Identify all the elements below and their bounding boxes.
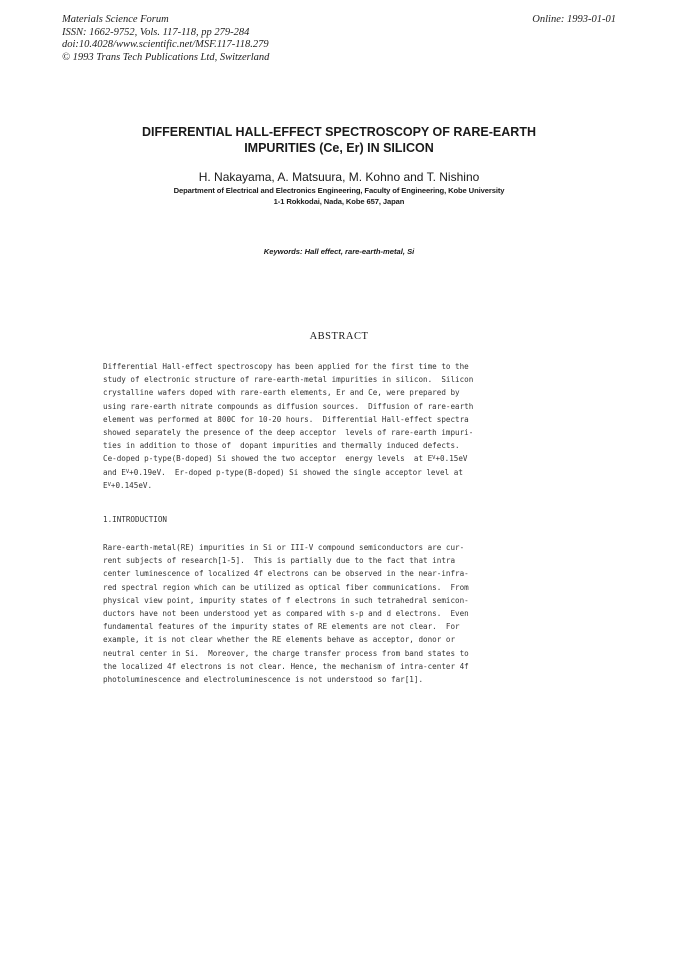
intro-line: fundamental features of the impurity states of RE elements are not clear. For [103, 622, 460, 632]
abstract-line-text: E [103, 480, 108, 490]
abstract-line: study of electronic structure of rare-earth-metal impurities in silicon. Silicon [103, 375, 474, 385]
introduction-body [103, 541, 537, 686]
journal-copyright: © 1993 Trans Tech Publications Ltd, Switzerland [62, 51, 270, 63]
abstract-line-text: Ce-doped p-type(B-doped) Si showed the two acceptor energy levels at E [103, 454, 433, 464]
keywords: Keywords: Hall effect, rare-earth-metal, Si [263, 247, 415, 256]
intro-line: photoluminescence and electroluminescence is not understood so far[1]. [103, 675, 424, 685]
abstract-line: crystalline wafers doped with rare-earth elements, Er and Ce, were prepared by [103, 388, 460, 398]
subscript: V [125, 468, 130, 475]
intro-line: neutral center in Si. Moreover, the charge transfer process from band states to [103, 648, 469, 658]
intro-line: the localized 4f electrons is not clear. Hence, the mechanism of intra-center 4f [103, 661, 469, 671]
affiliation [0, 185, 678, 207]
subscript: V [107, 481, 111, 488]
abstract-line-text: +0.15eV [435, 454, 468, 464]
abstract-line: element was performed at 800C for 10-20 hours. Differential Hall-effect spectra [103, 414, 469, 424]
subscript: V [432, 455, 436, 462]
intro-line: rent subjects of research[1-5]. This is partially due to the fact that intra [103, 556, 456, 566]
abstract-body [103, 360, 537, 492]
abstract-line: using rare-earth nitrate compounds as diffusion sources. Diffusion of rare-earth [103, 401, 474, 411]
abstract-line-text: +0.19eV. Er-doped p-type(B-doped) Si showed the single acceptor level at [129, 467, 463, 477]
abstract-line: Differential Hall-effect spectroscopy has been applied for the first time to the [103, 362, 469, 371]
journal-name: Materials Science Forum [62, 14, 169, 25]
intro-line: center luminescence of localized 4f electrons can be observed in the near-infra- [103, 569, 469, 579]
intro-line: ductors have not been understood yet as compared with s-p and d electrons. Even [103, 609, 469, 619]
paper-title-line-1: DIFFERENTIAL HALL-EFFECT SPECTROSCOPY OF RARE-EARTH [142, 125, 536, 139]
abstract-line: showed separately the presence of the deep acceptor levels of rare-earth impuri- [103, 428, 474, 438]
abstract-line-text: and E [103, 467, 126, 477]
abstract-line [103, 466, 537, 479]
intro-line: example, it is not clear whether the RE elements behave as acceptor, donor or [103, 635, 456, 645]
affiliation-line-1: Department of Electrical and Electronics Engineering, Faculty of Engineering, Kobe University [173, 186, 505, 195]
paper-title [0, 124, 678, 156]
paper-title-line-2: IMPURITIES (Ce, Er) IN SILICON [244, 141, 434, 155]
online-date: Online: 1993-01-01 [532, 14, 616, 25]
journal-doi[interactable]: doi:10.4028/www.scientific.net/MSF.117-118.279 [62, 39, 269, 50]
abstract-line [103, 479, 537, 492]
abstract-line: ties in addition to those of dopant impurities and thermally induced defects. [103, 441, 460, 451]
abstract-line [103, 452, 537, 465]
intro-line: physical view point, impurity states of f electrons in such tetrahedral semicon- [103, 595, 469, 605]
intro-line: red spectral region which can be utilized as optical fiber communications. From [103, 582, 469, 592]
affiliation-line-2: 1-1 Rokkodai, Nada, Kobe 657, Japan [273, 197, 405, 206]
abstract-heading: ABSTRACT [309, 331, 369, 342]
abstract-line-text: +0.145eV. [110, 480, 153, 490]
journal-issn: ISSN: 1662-9752, Vols. 117-118, pp 279-284 [62, 26, 250, 38]
author-list: H. Nakayama, A. Matsuura, M. Kohno and T. Nishino [198, 170, 480, 184]
journal-header [62, 14, 269, 64]
section-heading-introduction: 1.INTRODUCTION [103, 515, 168, 524]
intro-line: Rare-earth-metal(RE) impurities in Si or III-V compound semiconductors are cur- [103, 543, 465, 552]
